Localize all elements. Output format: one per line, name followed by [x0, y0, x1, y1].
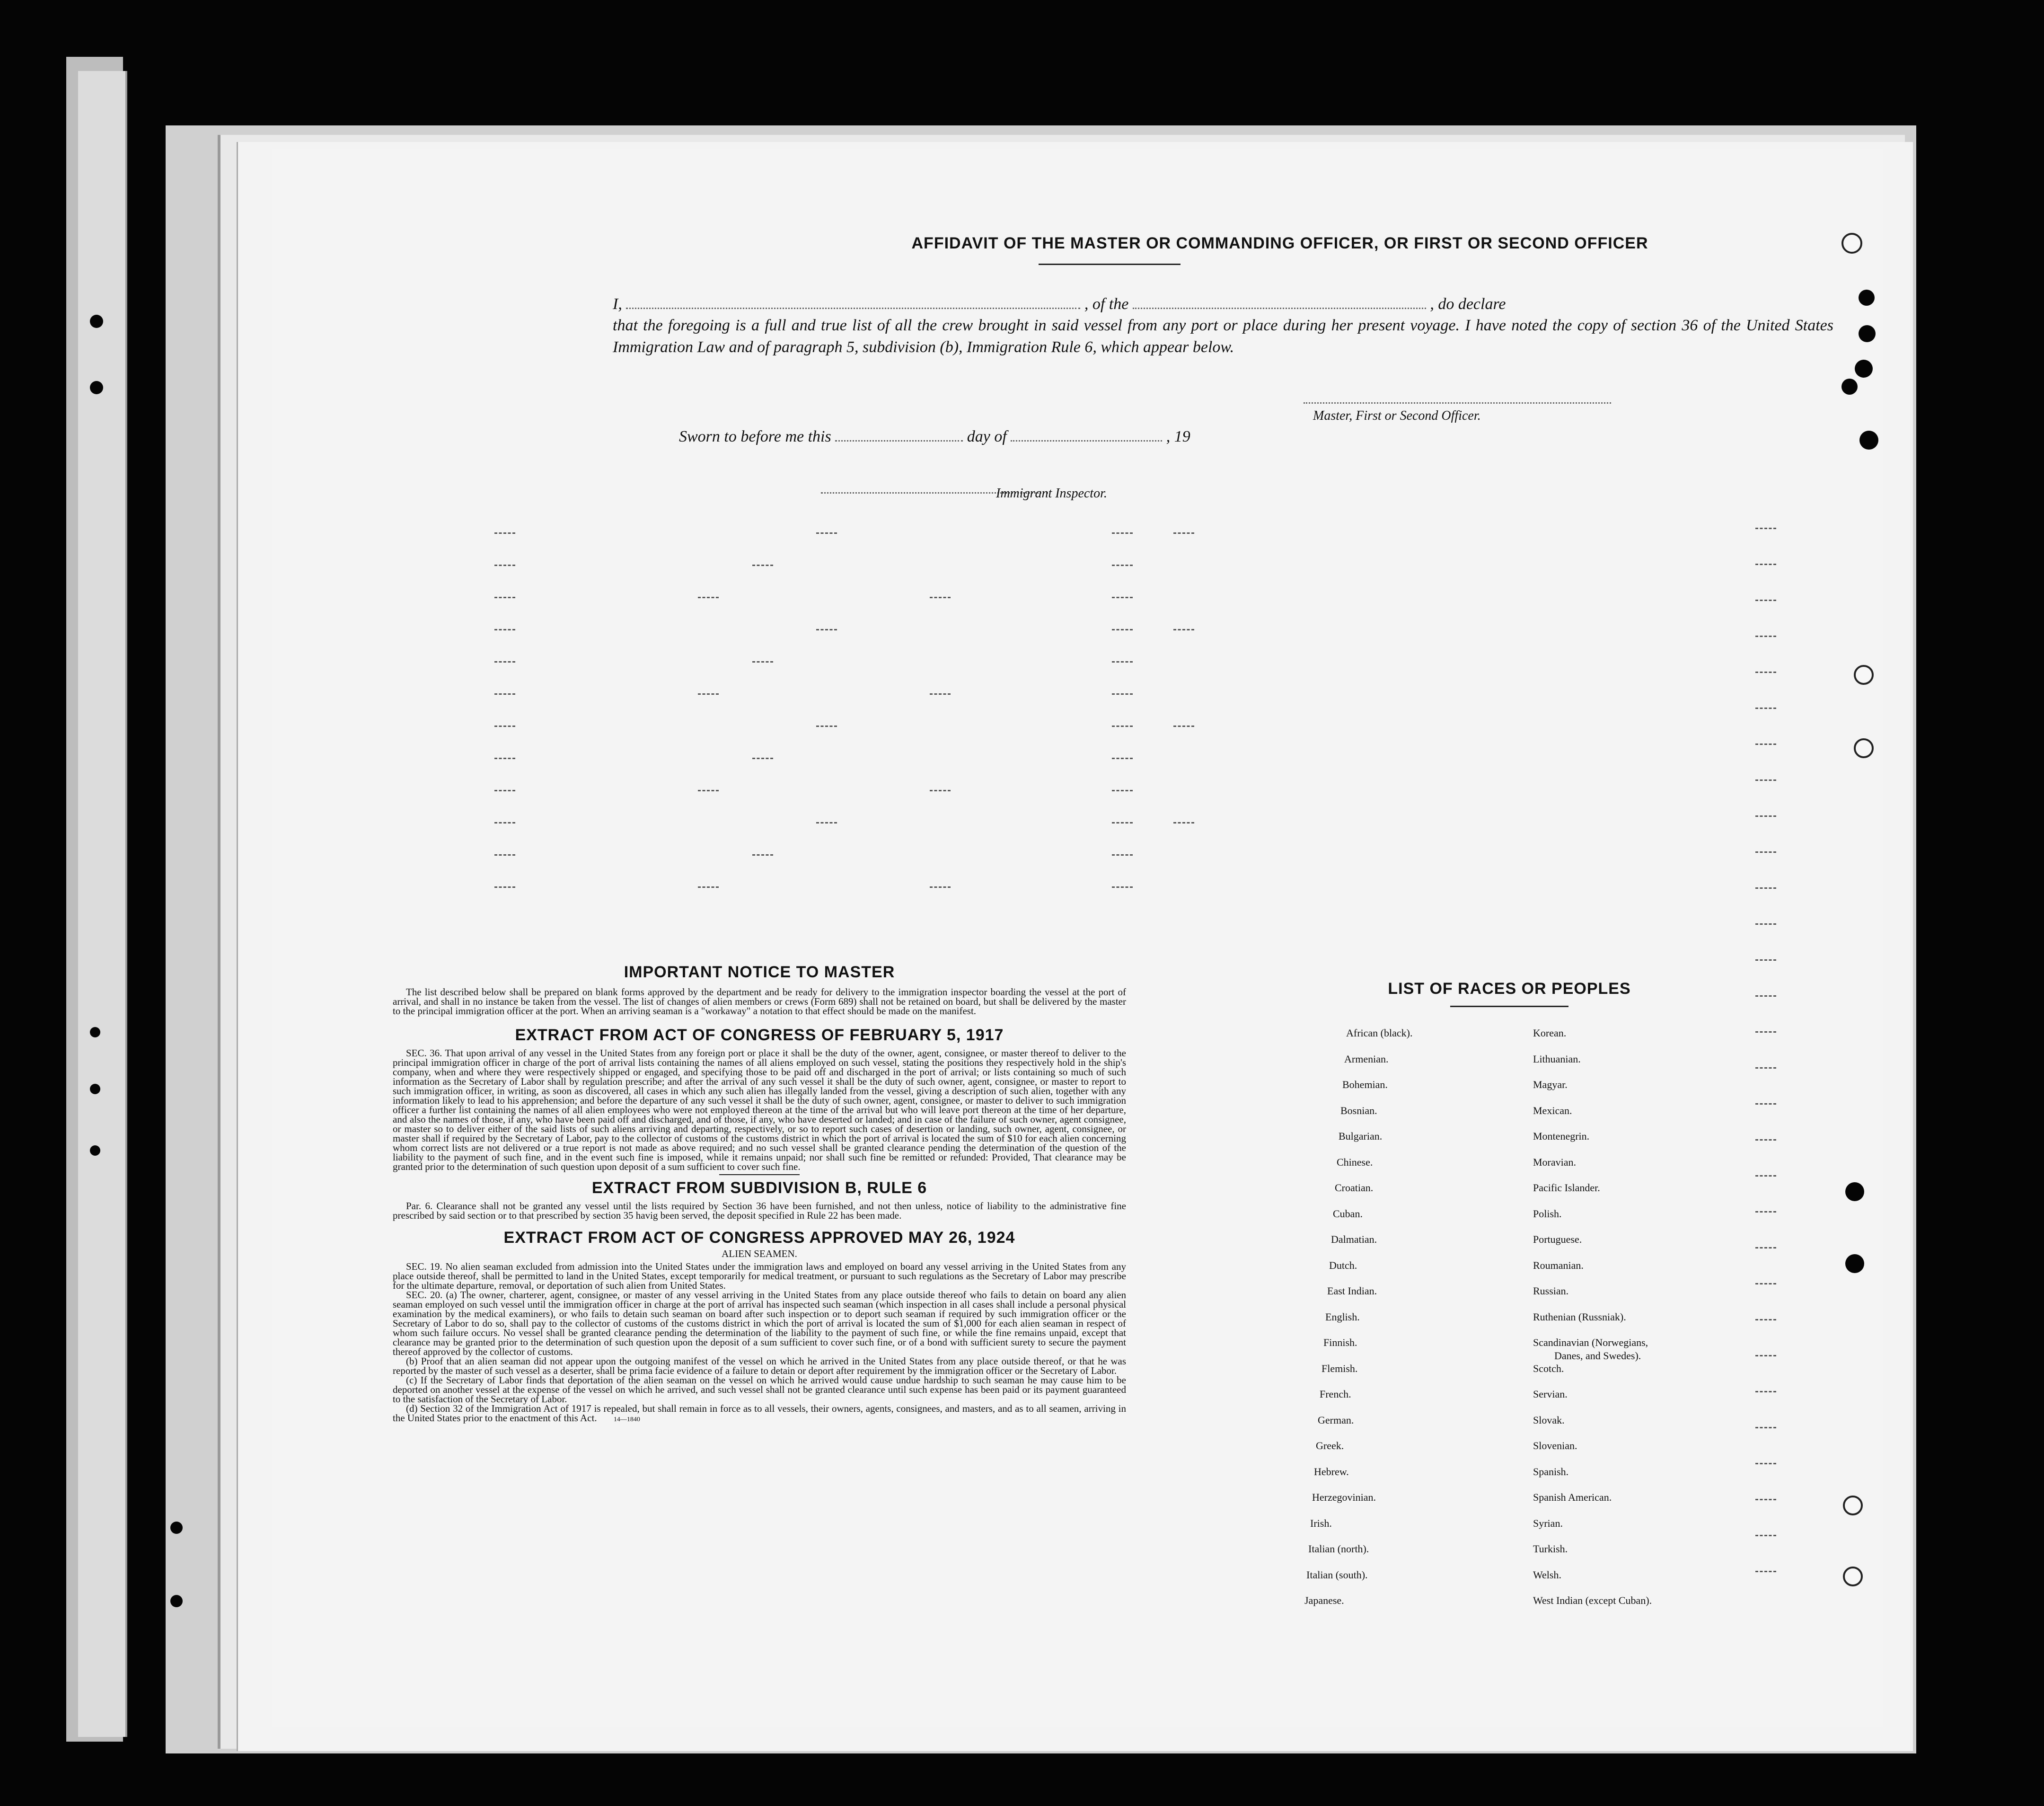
bleed-mark: [1755, 636, 1776, 638]
race-item: Danes, and Swedes).: [1554, 1350, 1641, 1362]
bleed-mark: [1112, 532, 1133, 535]
punch-hole: [1841, 233, 1862, 254]
bleed-mark: [930, 597, 951, 599]
punch-hole: [1843, 1567, 1863, 1586]
race-item: Italian (north).: [1308, 1543, 1369, 1555]
bleed-mark: [494, 886, 515, 889]
punch-hole: [1855, 360, 1873, 378]
form-number: 14—1840: [613, 1416, 640, 1423]
race-item: Lithuanian.: [1533, 1053, 1581, 1065]
bleed-mark: [1755, 1031, 1776, 1034]
bleed-mark: [1755, 708, 1776, 710]
extract-1924-title: EXTRACT FROM ACT OF CONGRESS APPROVED MAY 26, 1924: [503, 1229, 1015, 1247]
punch-hole: [90, 381, 103, 394]
race-item: Bohemian.: [1342, 1079, 1388, 1090]
race-item: Greek.: [1316, 1440, 1344, 1452]
race-item: Portuguese.: [1533, 1233, 1582, 1245]
sworn-label: Sworn to before me this: [679, 428, 831, 445]
race-item: English.: [1325, 1310, 1360, 1323]
sec-20c-text: (c) If the Secretary of Labor finds that deportation of the alien seaman on the vessel on which he arrived would cause undue hardship to such seaman he may cause him to be deported on another vessel at the expense of the vessel on which he arrived, and such vessel shall not be granted clearance until such expense has been paid or its payment guaranteed to the satisfaction of the Secretary of Labor.: [393, 1374, 1126, 1405]
bleed-mark: [1112, 758, 1133, 760]
bleed-mark: [1755, 815, 1776, 818]
bleed-mark: [494, 532, 515, 535]
race-item: Armenian.: [1344, 1053, 1389, 1065]
day-of-label: day of: [967, 428, 1007, 445]
bleed-mark: [698, 790, 719, 792]
subdivision-text: Par. 6. Clearance shall not be granted any vessel until the lists required by Section 36 have been furnished, and not then unless, notice of liability to the administrative fine prescribed by said section or to that prescribed by section 35 havig been served, the deposit specified in Rule 22 has been made.: [393, 1200, 1126, 1221]
bleed-mark: [816, 532, 837, 535]
punch-hole: [1854, 665, 1874, 685]
bleed-mark: [494, 597, 515, 599]
bleed-mark: [1173, 532, 1194, 535]
punch-hole: [90, 315, 103, 328]
bleed-mark: [1112, 822, 1133, 824]
bleed-mark: [698, 693, 719, 696]
punch-hole: [1854, 738, 1874, 758]
race-item: Mexican.: [1533, 1104, 1572, 1116]
bleed-mark: [1112, 854, 1133, 857]
affidavit-form-page: [272, 149, 1883, 1727]
bleed-mark: [698, 597, 719, 599]
race-item: African (black).: [1346, 1027, 1413, 1039]
race-item: Dutch.: [1329, 1259, 1357, 1271]
extract-1917-title: EXTRACT FROM ACT OF CONGRESS OF FEBRUARY 5, 1917: [515, 1026, 1004, 1044]
races-title-rule: [1450, 1006, 1568, 1007]
bleed-mark: [1112, 661, 1133, 664]
bleed-mark: [1755, 1427, 1776, 1429]
bleed-mark: [494, 854, 515, 857]
bleed-mark: [930, 790, 951, 792]
bleed-mark: [1112, 565, 1133, 567]
race-item: Cuban.: [1333, 1207, 1363, 1220]
bleed-mark: [752, 854, 773, 857]
race-item: Finnish.: [1323, 1337, 1357, 1348]
bleed-mark: [494, 629, 515, 631]
declare-suffix: , do declare: [1430, 295, 1506, 313]
bleed-mark: [752, 758, 773, 760]
master-signature-line[interactable]: [1304, 402, 1611, 404]
race-item: Italian (south).: [1306, 1568, 1368, 1581]
section-divider: [719, 1174, 800, 1175]
notice-title: IMPORTANT NOTICE TO MASTER: [624, 963, 895, 981]
bleed-mark: [816, 726, 837, 728]
bleed-mark: [1112, 629, 1133, 631]
bleed-mark: [494, 790, 515, 792]
bleed-mark: [1755, 959, 1776, 962]
bleed-mark: [1755, 1571, 1776, 1573]
race-item: Roumanian.: [1533, 1259, 1584, 1271]
race-item: Moravian.: [1533, 1156, 1577, 1168]
bleed-mark: [930, 693, 951, 696]
punch-hole: [1843, 1496, 1863, 1515]
bleed-mark: [1755, 528, 1776, 530]
bleed-mark: [816, 629, 837, 631]
sec-19-text: SEC. 19. No alien seaman excluded from admission into the United States under the immigration laws and employed on board any vessel arriving in the United States from any place outside thereof, shall be permitted to land in the United States, except temporarily for medical treatment, or pursuant to such regulations as the Secretary of Labor may prescribe for the ultimate departure, removal, or deportation of such alien from United States.: [393, 1261, 1126, 1291]
bleed-mark: [1112, 726, 1133, 728]
bleed-mark: [930, 886, 951, 889]
bleed-mark: [816, 822, 837, 824]
affidavit-title: AFFIDAVIT OF THE MASTER OR COMMANDING OFFICER, OR FIRST OR SECOND OFFICER: [911, 234, 1648, 252]
race-item: Welsh.: [1533, 1568, 1561, 1581]
bleed-mark: [1755, 1463, 1776, 1465]
race-item: Polish.: [1533, 1207, 1562, 1220]
bleed-mark: [1755, 1535, 1776, 1537]
race-item: Japanese.: [1304, 1594, 1344, 1606]
race-item: East Indian.: [1327, 1285, 1377, 1297]
bleed-mark: [752, 565, 773, 567]
race-item: Magyar.: [1533, 1079, 1568, 1090]
bleed-mark: [1755, 1211, 1776, 1213]
race-item: German.: [1318, 1414, 1354, 1426]
race-item: Bulgarian.: [1339, 1130, 1383, 1142]
race-item: Hebrew.: [1314, 1465, 1349, 1478]
bleed-mark: [1755, 1499, 1776, 1501]
bleed-mark: [1173, 629, 1194, 631]
subdivision-title: EXTRACT FROM SUBDIVISION B, RULE 6: [591, 1179, 927, 1197]
bleed-mark: [1173, 726, 1194, 728]
punch-hole: [90, 1145, 100, 1156]
sec-20b-text: (b) Proof that an alien seaman did not appear upon the outgoing manifest of the vessel on which he arrived in the United States from any place outside thereof, or that he was reported by the master of such vessel as a deserter, shall be prima facie evidence of a failure to detain or deport after requirement by the immigration officer or the Secretary of Labor.: [393, 1355, 1126, 1376]
punch-hole: [1841, 379, 1858, 395]
bleed-mark: [1112, 886, 1133, 889]
bleed-mark: [494, 693, 515, 696]
bleed-mark: [494, 822, 515, 824]
race-item: Slovenian.: [1533, 1440, 1577, 1452]
bleed-mark: [1755, 1355, 1776, 1357]
title-rule: [1039, 264, 1181, 265]
race-item: Herzegovinian.: [1312, 1491, 1376, 1503]
sworn-line: [679, 426, 1578, 448]
punch-hole: [1859, 431, 1878, 450]
race-item: Ruthenian (Russniak).: [1533, 1310, 1626, 1323]
punch-hole: [90, 1027, 100, 1037]
bleed-mark: [494, 661, 515, 664]
punch-hole: [1859, 325, 1876, 342]
race-item: Syrian.: [1533, 1517, 1563, 1529]
punch-hole: [90, 1084, 100, 1094]
sec-20d-body: (d) Section 32 of the Immigration Act of 1917 is repealed, but shall remain in force as to all vessels, their owners, agents, consignees, and masters, and as to all seamen, arriving in the United States prior to the enactment of this Act.: [393, 1403, 1126, 1424]
race-item: Korean.: [1533, 1027, 1567, 1039]
notice-text: The list described below shall be prepared on blank forms approved by the department and be ready for delivery to the immigration inspector boarding the vessel at the port of arrival, and shall in no instance be taken from the vessel. The list of changes of alien members or crews (Form 689) shall not be retained on board, but shall be delivered by the master to the principal immigration officer at the port. When an arriving seaman is a "workaway" a notation to that effect should be made on the manifest.: [393, 986, 1126, 1017]
bleed-mark: [1755, 744, 1776, 746]
notices-column: [393, 963, 1126, 1425]
race-item: Croatian.: [1335, 1182, 1374, 1194]
bleed-mark: [1755, 1175, 1776, 1177]
race-item: Scandinavian (Norwegians,: [1533, 1337, 1648, 1348]
bleed-mark: [1755, 1247, 1776, 1249]
race-item: Irish.: [1310, 1517, 1332, 1529]
vessel-prefix: , of the: [1084, 295, 1129, 313]
bleed-mark: [1755, 1139, 1776, 1142]
race-item: Pacific Islander.: [1533, 1182, 1600, 1194]
sworn-day-field[interactable]: [835, 428, 963, 442]
sec-20a-text: SEC. 20. (a) The owner, charterer, agent, consignee, or master of any vessel arriving in the United States from any place outside thereof who fails to detain on board any alien seaman employed on such vessel until the immigration officer in charge at the port of arrival has inspected such seaman (which inspection in all cases shall include a personal physical examination by the medical examiners), or who fails to detain such seaman on board after such inspection or to deport such seaman if required by such immigration officer or the Secretary of Labor to do so, shall pay to the collector of customs of the customs district in which the port of arrival is located the sum of $1,000 for each alien seaman in respect of whom such failure occurs. No vessel shall be granted clearance pending the determination of the liability to the payment of such fine, or while the fine remains unpaid, except that clearance may be granted prior to the determination of such question upon the deposit of a sum sufficient to cover such fine, or of a bond with sufficient surety to secure the payment thereof approved by the collector of customs.: [393, 1289, 1126, 1357]
bleed-mark: [1755, 1283, 1776, 1285]
bleed-mark: [1173, 822, 1194, 824]
master-signature-label: Master, First or Second Officer.: [1313, 408, 1481, 423]
bleed-mark: [1755, 1103, 1776, 1106]
bleed-mark: [1755, 995, 1776, 998]
bleed-mark: [1755, 923, 1776, 926]
bleed-mark: [1112, 693, 1133, 696]
inspector-label: Immigrant Inspector.: [996, 486, 1107, 501]
bleed-mark: [1755, 851, 1776, 854]
bleed-mark: [494, 758, 515, 760]
race-item: Turkish.: [1533, 1543, 1568, 1555]
affidavit-body: that the foregoing is a full and true list of all the crew brought in said vessel from any port or place during her present voyage. I have noted the copy of section 36 of the United States Immigration Law and of paragraph 5, subdivision (b), Immigration Rule 6, which appear below.: [613, 317, 1833, 356]
race-item: Chinese.: [1337, 1156, 1373, 1168]
bleed-mark: [1755, 1319, 1776, 1321]
race-item: Russian.: [1533, 1285, 1569, 1297]
bleed-mark: [1755, 887, 1776, 890]
sworn-month-field[interactable]: [1011, 428, 1162, 442]
punch-hole: [1845, 1182, 1864, 1201]
race-item: Slovak.: [1533, 1414, 1565, 1426]
race-item: Bosnian.: [1340, 1104, 1377, 1116]
punch-hole: [170, 1595, 183, 1607]
bleed-mark: [698, 886, 719, 889]
races-title: LIST OF RACES OR PEOPLES: [1388, 980, 1631, 998]
extract-1924-subtitle: ALIEN SEAMEN.: [722, 1248, 797, 1259]
year-label: , 19: [1166, 428, 1190, 445]
race-item: Dalmatian.: [1331, 1233, 1377, 1245]
race-item: Spanish American.: [1533, 1491, 1612, 1503]
race-item: Montenegrin.: [1533, 1130, 1590, 1142]
bleed-mark: [1755, 779, 1776, 782]
race-item: Servian.: [1533, 1388, 1568, 1400]
race-item: Flemish.: [1322, 1362, 1358, 1374]
bleed-mark: [494, 726, 515, 728]
bleed-mark: [1755, 564, 1776, 566]
race-item: Spanish.: [1533, 1465, 1569, 1478]
race-item: Scotch.: [1533, 1362, 1564, 1374]
bleed-mark: [1755, 1391, 1776, 1393]
punch-hole: [1845, 1254, 1864, 1273]
vessel-name-field[interactable]: [1133, 295, 1426, 309]
bleed-mark: [1112, 597, 1133, 599]
extract-1917-text: SEC. 36. That upon arrival of any vessel in the United States from any foreign port or place it shall be the duty of the owner, agent, consignee, or master thereof to deliver to the principal immigration officer in charge of the port of arrival lists containing the names of all aliens employed on such vessel, stating the positions they respectively hold in the ship's company, when and where they were respectively shipped or engaged, and specifying those to be paid off and discharged in the port of arrival; or lists containing so much of such information as the Secretary of Labor shall by regulation prescribe; and after the arrival of any such vessel it shall be the duty of such owner, agent, consignee, or master to report to such immigration officer, in writing, as soon as discovered, all cases in which any such alien has illegally landed from the vessel, giving a description of such alien, together with any information likely to lead to his apprehension; and before the departure of any such vessel it shall be the duty of such owner, agent, consignee, or master to deliver to such immigration officer a further list containing the names of all alien employees who were not employed thereon at the time of the arrival but who will leave port thereon at the time of her departure, and also the names of those, if any, who have been paid off and discharged, and of those, if any, who have deserted or landed; and in case of the failure of such owner, agent consignee, or master so to deliver either of the said lists of such aliens arriving and departing, respectively, or so to report such cases of desertion or landing, such owner, agent, consignee, or master shall if required by the Secretary of Labor, pay to the collector of customs of the customs district in which the port of arrival is located the sum of $10 for each alien concerning whom correct lists are not delivered or a true report is not made as above required; and no such vessel shall be granted clearance pending the determination of the question of the liability to the payment of such fine, and in the event such fine is imposed, while it remains unpaid; nor shall such fine be remitted or refunded: Provided, That clearance may be granted prior to the determination of such question upon deposit of a sum sufficient to cover such fine.: [393, 1047, 1126, 1172]
bleed-mark: [1112, 790, 1133, 792]
bleed-mark: [1755, 600, 1776, 602]
race-item: West Indian (except Cuban).: [1533, 1594, 1652, 1606]
punch-hole: [1859, 290, 1875, 306]
declarant-prefix: I,: [613, 295, 622, 313]
bleed-mark: [752, 661, 773, 664]
punch-hole: [170, 1522, 183, 1534]
race-item: French.: [1320, 1388, 1351, 1400]
sec-20d-text: [393, 1404, 1126, 1425]
bleed-mark: [1755, 1067, 1776, 1070]
bleed-mark: [1755, 672, 1776, 674]
declarant-name-field[interactable]: [626, 295, 1080, 309]
affidavit-declaration-line: [613, 293, 1833, 315]
bleed-mark: [494, 565, 515, 567]
